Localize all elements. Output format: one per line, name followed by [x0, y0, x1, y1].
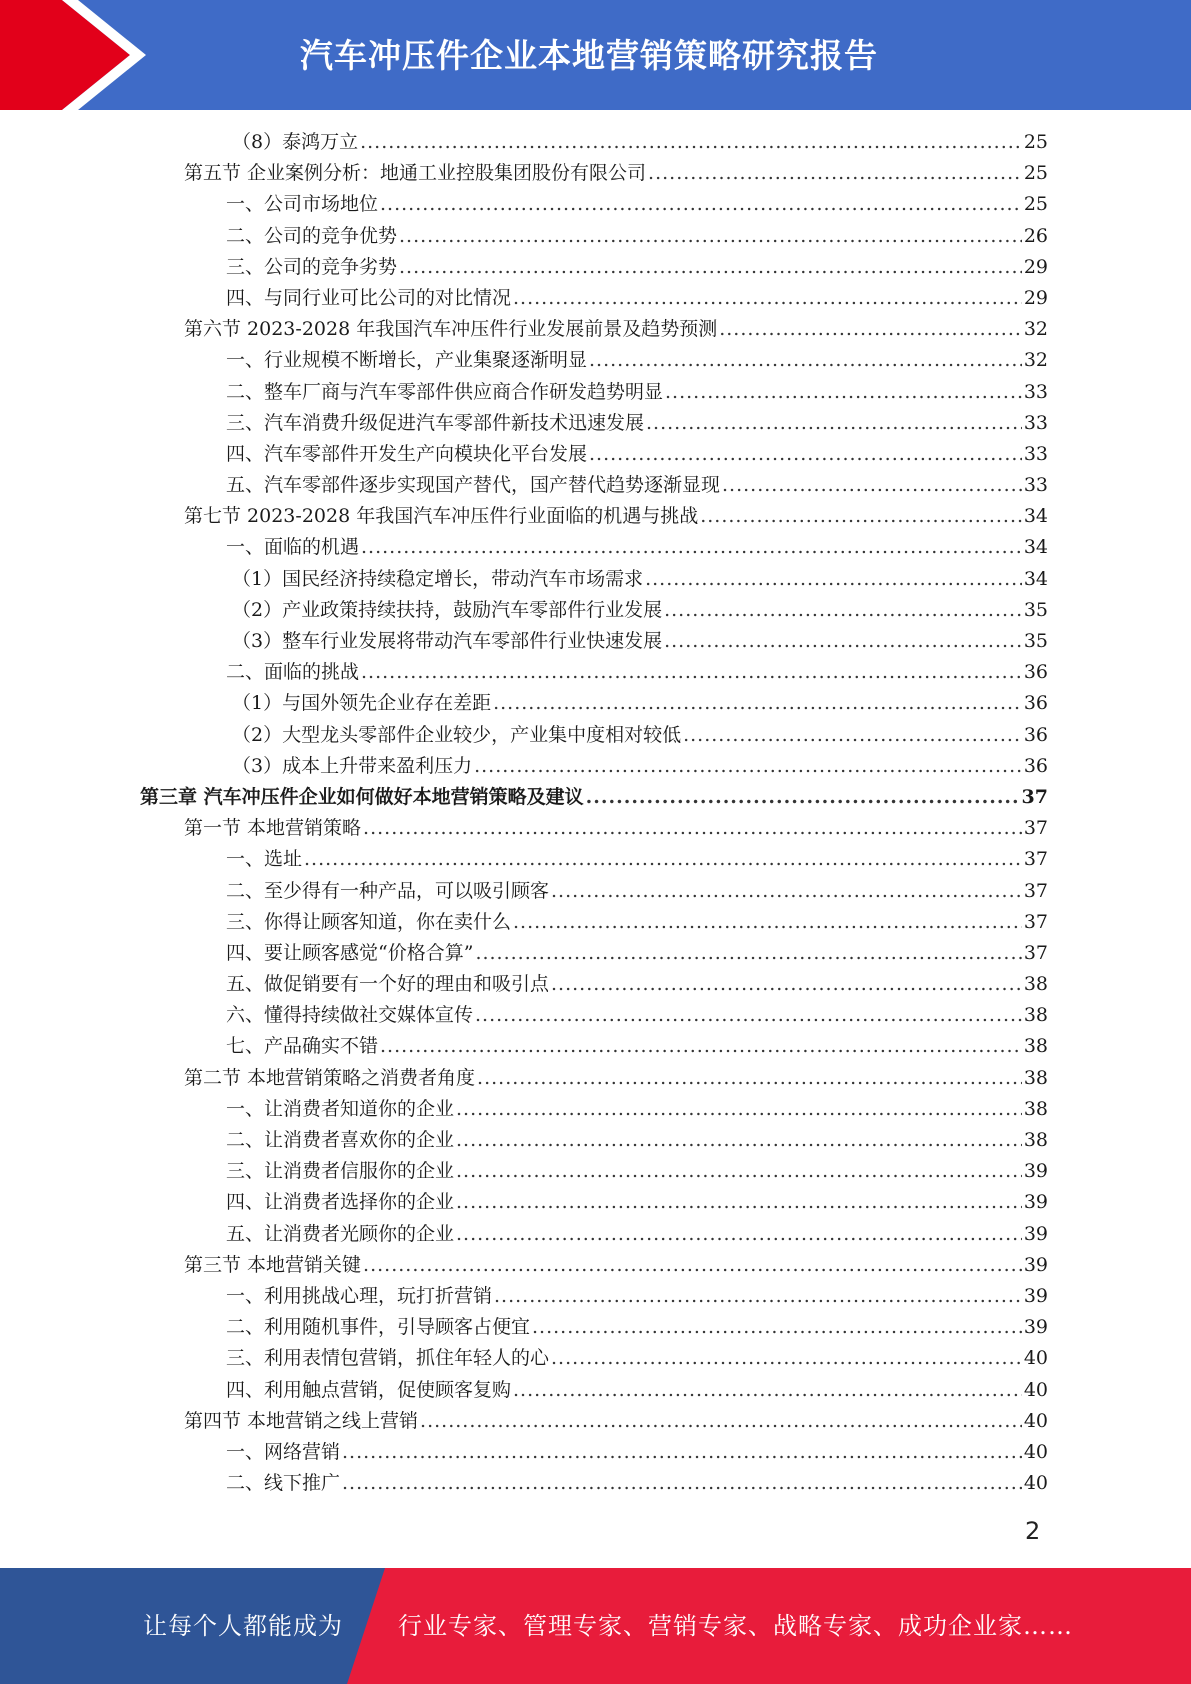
toc-entry-page-number: 33	[1023, 380, 1048, 403]
toc-entry-label: 二、让消费者喜欢你的企业	[226, 1129, 455, 1151]
toc-entry-label: 五、让消费者光顾你的企业	[226, 1222, 455, 1245]
toc-entry-label: 第一节 本地营销策略	[184, 817, 362, 840]
toc-entry[interactable]	[140, 501, 1048, 532]
toc-entry-page-number: 38	[1023, 1035, 1048, 1058]
toc-dot-leader	[700, 501, 1022, 532]
toc-entry-page-number: 38	[1023, 973, 1048, 996]
toc-entry-page-number: 25	[1023, 193, 1048, 216]
toc-entry[interactable]	[140, 221, 1048, 252]
toc-dot-leader	[646, 408, 1022, 439]
toc-entry-label: 二、面临的挑战	[226, 661, 360, 684]
toc-entry[interactable]	[140, 844, 1048, 875]
toc-entry-page-number: 39	[1023, 1222, 1048, 1245]
toc-entry[interactable]	[140, 532, 1048, 563]
toc-dot-leader	[456, 1125, 1022, 1156]
toc-entry[interactable]	[140, 127, 1048, 158]
toc-entry-label: 一、选址	[226, 848, 303, 871]
toc-entry-label: （1）国民经济持续稳定增长，带动汽车市场需求	[232, 567, 644, 590]
toc-entry-page-number: 38	[1023, 1004, 1048, 1027]
toc-entry-page-number: 36	[1023, 692, 1048, 715]
toc-entry[interactable]	[140, 1281, 1048, 1312]
toc-entry[interactable]	[140, 1468, 1048, 1499]
toc-entry[interactable]	[140, 1031, 1048, 1062]
toc-entry-page-number: 34	[1023, 536, 1048, 559]
toc-entry-label: 四、要让顾客感觉“价格合算”	[226, 941, 474, 964]
report-header	[0, 0, 1191, 110]
toc-entry-label: 三、利用表情包营销，抓住年轻人的心	[226, 1347, 550, 1370]
toc-entry[interactable]	[140, 564, 1048, 595]
toc-entry-page-number: 34	[1023, 505, 1048, 528]
toc-entry-label: 三、汽车消费升级促进汽车零部件新技术迅速发展	[226, 411, 645, 434]
toc-dot-leader	[475, 1000, 1022, 1031]
toc-dot-leader	[513, 283, 1022, 314]
toc-entry-label: 一、公司市场地位	[226, 193, 379, 216]
toc-entry-page-number: 40	[1023, 1347, 1048, 1370]
toc-entry[interactable]	[140, 720, 1048, 751]
toc-dot-leader	[589, 439, 1022, 470]
toc-dot-leader	[532, 1312, 1022, 1343]
toc-entry-page-number: 36	[1023, 661, 1048, 684]
toc-entry[interactable]	[140, 439, 1048, 470]
toc-entry-label: 一、让消费者知道你的企业	[226, 1097, 455, 1120]
toc-entry[interactable]	[140, 345, 1048, 376]
toc-entry[interactable]	[140, 1375, 1048, 1406]
toc-entry[interactable]	[140, 314, 1048, 345]
toc-entry-label: （2）产业政策持续扶持，鼓励汽车零部件行业发展	[232, 598, 663, 621]
toc-entry-label: （2）大型龙头零部件企业较少，产业集中度相对较低	[232, 723, 682, 746]
toc-entry[interactable]	[140, 377, 1048, 408]
page-footer	[0, 1568, 1191, 1684]
toc-entry-label: 二、整车厂商与汽车零部件供应商合作研发趋势明显	[226, 380, 664, 403]
toc-entry[interactable]	[140, 657, 1048, 688]
toc-dot-leader	[474, 751, 1022, 782]
toc-entry-label: 第六节 2023-2028 年我国汽车冲压件行业发展前景及趋势预测	[184, 318, 718, 341]
footer-slogan-left: 让每个人都能成为	[143, 1612, 343, 1640]
toc-entry-label: 第三章 汽车冲压件企业如何做好本地营销策略及建议	[140, 785, 584, 808]
toc-dot-leader	[664, 595, 1022, 626]
toc-dot-leader	[551, 969, 1022, 1000]
toc-entry-page-number: 33	[1023, 442, 1048, 465]
toc-entry[interactable]	[140, 158, 1048, 189]
toc-entry-label: 三、公司的竞争劣势	[226, 255, 398, 278]
toc-entry-label: 三、让消费者信服你的企业	[226, 1160, 455, 1183]
toc-dot-leader	[380, 1031, 1022, 1062]
toc-dot-leader	[380, 189, 1022, 220]
toc-entry-label: 第五节 企业案例分析：地通工业控股集团股份有限公司	[184, 162, 647, 185]
toc-entry-page-number: 35	[1023, 630, 1048, 652]
toc-dot-leader	[363, 813, 1022, 844]
toc-entry[interactable]	[140, 1343, 1048, 1374]
toc-dot-leader	[589, 345, 1022, 376]
toc-entry[interactable]	[140, 1156, 1048, 1187]
toc-entry[interactable]	[140, 1437, 1048, 1468]
toc-entry[interactable]	[140, 751, 1048, 782]
toc-dot-leader	[719, 314, 1022, 345]
toc-dot-leader	[420, 1406, 1022, 1437]
toc-dot-leader	[360, 127, 1022, 158]
toc-dot-leader	[475, 938, 1021, 969]
toc-dot-leader	[456, 1219, 1022, 1250]
toc-entry[interactable]	[140, 1312, 1048, 1343]
toc-dot-leader	[551, 876, 1022, 907]
toc-entry-page-number: 25	[1023, 131, 1048, 153]
page-number: 2	[1025, 1517, 1041, 1545]
toc-dot-leader	[513, 907, 1022, 938]
toc-entry-label: （3）成本上升带来盈利压力	[232, 754, 473, 777]
toc-entry[interactable]	[140, 1219, 1048, 1250]
toc-dot-leader	[361, 657, 1022, 688]
toc-entry-page-number: 33	[1023, 474, 1048, 497]
toc-entry-page-number: 37	[1021, 785, 1048, 808]
toc-entry-page-number: 36	[1023, 723, 1048, 746]
toc-dot-leader	[683, 720, 1022, 751]
toc-entry[interactable]	[140, 782, 1048, 813]
toc-entry[interactable]	[140, 252, 1048, 283]
toc-entry-page-number: 29	[1023, 255, 1048, 278]
toc-entry-page-number: 25	[1023, 162, 1048, 185]
toc-dot-leader	[665, 377, 1022, 408]
toc-entry[interactable]	[140, 1250, 1048, 1281]
toc-entry-label: （3）整车行业发展将带动汽车零部件行业快速发展	[232, 630, 663, 652]
toc-entry-label: 一、网络营销	[226, 1440, 341, 1463]
toc-dot-leader	[645, 564, 1022, 595]
toc-entry-page-number: 34	[1023, 567, 1048, 590]
toc-entry-label: 四、与同行业可比公司的对比情况	[226, 286, 512, 309]
toc-dot-leader	[513, 1375, 1022, 1406]
toc-entry-page-number: 37	[1023, 941, 1048, 964]
toc-entry-page-number: 39	[1023, 1253, 1048, 1276]
toc-dot-leader	[648, 158, 1022, 189]
toc-entry-label: 二、线下推广	[226, 1472, 341, 1495]
toc-entry-page-number: 39	[1023, 1316, 1048, 1339]
toc-entry[interactable]	[140, 1406, 1048, 1437]
toc-dot-leader	[361, 532, 1022, 563]
toc-entry-label: 三、你得让顾客知道，你在卖什么	[226, 910, 512, 933]
toc-entry-page-number: 37	[1023, 848, 1048, 871]
toc-entry[interactable]	[140, 1063, 1048, 1094]
toc-dot-leader	[722, 470, 1022, 501]
toc-entry-page-number: 37	[1023, 817, 1048, 840]
table-of-contents	[140, 127, 1048, 1499]
toc-entry-page-number: 38	[1023, 1129, 1048, 1151]
toc-entry-label: 五、做促销要有一个好的理由和吸引点	[226, 973, 550, 996]
toc-entry-label: 四、让消费者选择你的企业	[226, 1191, 455, 1214]
toc-entry-label: 五、汽车零部件逐步实现国产替代，国产替代趋势逐渐显现	[226, 474, 721, 497]
toc-entry-label: 一、面临的机遇	[226, 536, 360, 559]
toc-entry-label: 第四节 本地营销之线上营销	[184, 1409, 419, 1432]
toc-entry-label: 第七节 2023-2028 年我国汽车冲压件行业面临的机遇与挑战	[184, 505, 699, 528]
footer-slogan-right: 行业专家、管理专家、营销专家、战略专家、成功企业家……	[398, 1612, 1073, 1640]
toc-entry[interactable]	[140, 470, 1048, 501]
toc-entry[interactable]	[140, 1000, 1048, 1031]
toc-dot-leader	[586, 782, 1020, 813]
toc-entry-label: （1）与国外领先企业存在差距	[232, 692, 492, 715]
toc-entry[interactable]	[140, 813, 1048, 844]
toc-dot-leader	[342, 1468, 1022, 1499]
toc-entry[interactable]	[140, 283, 1048, 314]
toc-dot-leader	[456, 1094, 1022, 1125]
toc-dot-leader	[456, 1156, 1022, 1187]
toc-entry-page-number: 39	[1023, 1191, 1048, 1214]
toc-entry-label: 第二节 本地营销策略之消费者角度	[184, 1066, 476, 1089]
toc-entry-page-number: 37	[1023, 910, 1048, 933]
toc-entry-label: 一、行业规模不断增长，产业集聚逐渐明显	[226, 349, 588, 372]
toc-entry[interactable]	[140, 907, 1048, 938]
toc-entry[interactable]	[140, 688, 1048, 719]
toc-entry[interactable]	[140, 969, 1048, 1000]
toc-dot-leader	[551, 1343, 1022, 1374]
toc-entry-label: 第三节 本地营销关键	[184, 1253, 362, 1276]
toc-dot-leader	[493, 688, 1022, 719]
toc-entry-page-number: 39	[1023, 1284, 1048, 1307]
toc-entry-page-number: 40	[1023, 1472, 1048, 1495]
toc-entry-page-number: 29	[1023, 286, 1048, 309]
toc-entry-label: 一、利用挑战心理，玩打折营销	[226, 1284, 493, 1307]
toc-entry[interactable]	[140, 1187, 1048, 1218]
toc-dot-leader	[399, 221, 1022, 252]
toc-dot-leader	[363, 1250, 1022, 1281]
toc-entry-page-number: 40	[1023, 1440, 1048, 1463]
toc-entry-page-number: 36	[1023, 754, 1048, 777]
toc-entry[interactable]	[140, 408, 1048, 439]
toc-entry-page-number: 39	[1023, 1160, 1048, 1183]
header-red-arrow-decoration	[0, 0, 150, 110]
toc-entry-page-number: 37	[1023, 879, 1048, 902]
toc-entry-label: 七、产品确实不错	[226, 1035, 379, 1058]
toc-entry-label: 六、懂得持续做社交媒体宣传	[226, 1004, 474, 1027]
toc-entry-page-number: 38	[1023, 1097, 1048, 1120]
toc-entry-label: 四、利用触点营销，促使顾客复购	[226, 1378, 512, 1401]
toc-dot-leader	[664, 626, 1022, 657]
toc-entry[interactable]	[140, 189, 1048, 220]
toc-entry-page-number: 40	[1023, 1378, 1048, 1401]
toc-entry[interactable]	[140, 876, 1048, 907]
toc-entry-page-number: 33	[1023, 411, 1048, 434]
toc-entry-label: （8）泰鸿万立	[232, 131, 359, 153]
toc-entry-page-number: 32	[1023, 349, 1048, 372]
toc-dot-leader	[304, 844, 1022, 875]
toc-dot-leader	[456, 1187, 1022, 1218]
toc-entry-label: 二、公司的竞争优势	[226, 224, 398, 247]
toc-entry[interactable]	[140, 938, 1048, 969]
toc-dot-leader	[399, 252, 1022, 283]
toc-entry[interactable]	[140, 626, 1048, 657]
toc-entry-page-number: 26	[1023, 224, 1048, 247]
toc-entry-label: 二、至少得有一种产品，可以吸引顾客	[226, 879, 550, 902]
report-title: 汽车冲压件企业本地营销策略研究报告	[300, 36, 878, 75]
toc-entry-page-number: 35	[1023, 598, 1048, 621]
toc-dot-leader	[342, 1437, 1022, 1468]
toc-entry[interactable]	[140, 595, 1048, 626]
toc-entry-label: 二、利用随机事件，引导顾客占便宜	[226, 1316, 531, 1339]
toc-entry-label: 四、汽车零部件开发生产向模块化平台发展	[226, 442, 588, 465]
toc-entry[interactable]	[140, 1125, 1048, 1156]
toc-entry-page-number: 38	[1023, 1066, 1048, 1089]
toc-entry-page-number: 40	[1023, 1409, 1048, 1432]
toc-dot-leader	[477, 1063, 1022, 1094]
toc-entry-page-number: 32	[1023, 318, 1048, 341]
toc-dot-leader	[494, 1281, 1022, 1312]
toc-entry[interactable]	[140, 1094, 1048, 1125]
